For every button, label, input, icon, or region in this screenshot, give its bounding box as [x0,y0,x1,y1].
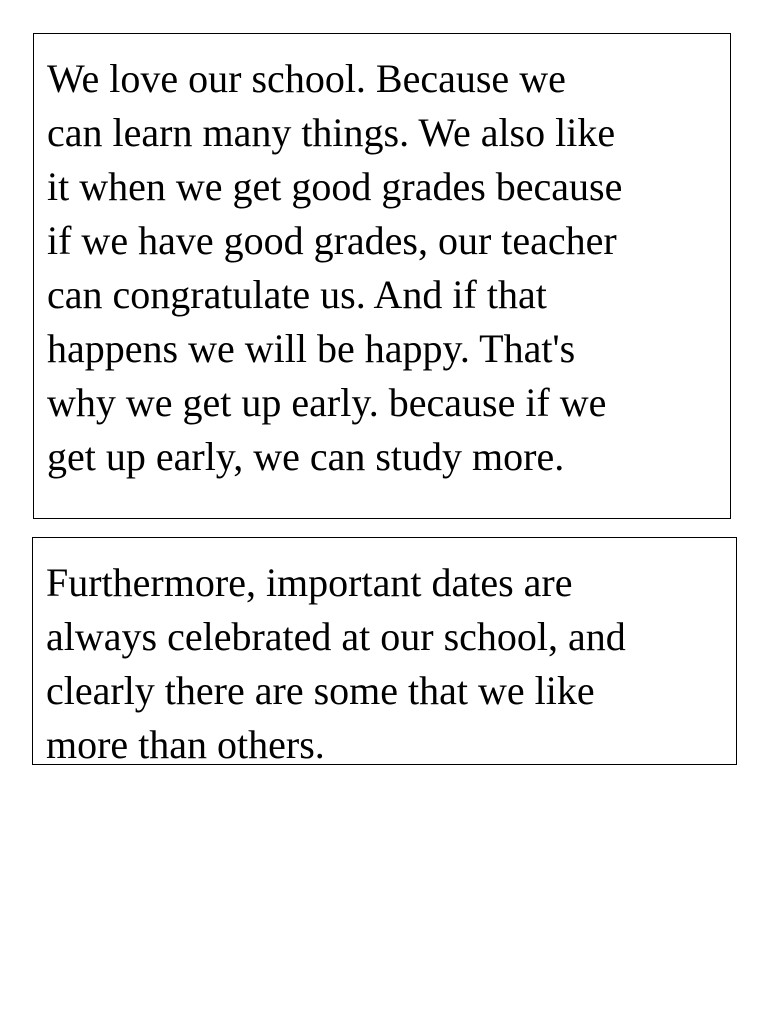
paragraph-2-line: Furthermore, important dates are [46,560,573,605]
paragraph-1-line: can congratulate us. And if that [47,272,547,317]
paragraph-1-line: why we get up early. because if we [47,380,607,425]
paragraph-1-line: get up early, we can study more. [47,434,565,479]
paragraph-1-line: happens we will be happy. That's [47,326,576,371]
paragraph-2-line: more than others. [46,722,325,765]
paragraph-box-1 [33,33,731,519]
paragraph-1-line: it when we get good grades because [47,164,623,209]
paragraph-2-line: always celebrated at our school, and [46,614,626,659]
paragraph-1-line: if we have good grades, our teacher [47,218,617,263]
paragraph-box-2 [32,537,737,765]
paragraph-2-line: clearly there are some that we like [46,668,595,713]
paragraph-1-line: can learn many things. We also like [47,110,616,155]
paragraph-1-line: We love our school. Because we [47,56,566,101]
